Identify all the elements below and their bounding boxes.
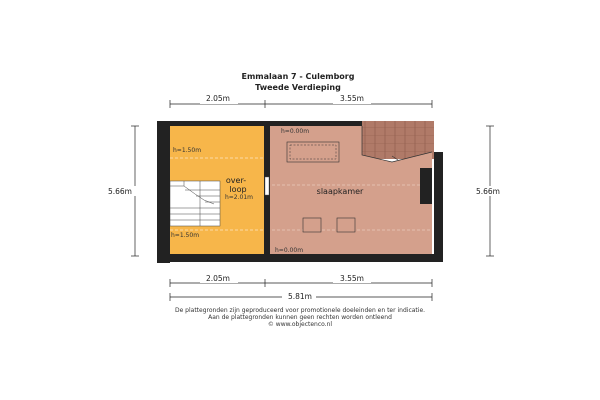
dim-total: 5.81m <box>287 292 313 301</box>
height-slaapkamer-top: h=0.00m <box>281 128 310 135</box>
room-label-overloop-1: over- <box>225 176 247 185</box>
dim-left: 5.66m <box>107 187 133 196</box>
roof-tiles <box>362 121 434 159</box>
plan-title: Emmalaan 7 - Culemborg <box>241 72 355 81</box>
plan-subtitle: Tweede Verdieping <box>255 83 341 92</box>
height-overloop-top: h=1.50m <box>173 147 202 154</box>
total-dimension <box>170 291 432 301</box>
right-dimension <box>475 126 505 256</box>
bottom-dimension <box>170 273 432 287</box>
left-dimension <box>108 126 150 256</box>
dim-bottom-right: 3.55m <box>339 274 365 283</box>
dim-top-right: 3.55m <box>339 94 365 103</box>
skylight-top <box>287 142 339 162</box>
top-dimension <box>170 94 432 108</box>
staircase <box>170 181 220 226</box>
footer-line-2: Aan de plattegronden kunnen geen rechten worden ontleend <box>208 314 392 321</box>
dim-right: 5.66m <box>475 187 501 196</box>
room-label-overloop-2: loop <box>229 185 247 194</box>
height-slaapkamer-bottom: h=0.00m <box>275 247 304 254</box>
height-overloop-bottom: h=1.50m <box>171 232 200 239</box>
footer-line-1: De plattegronden zijn geproduceerd voor promotionele doeleinden en ter indicatie. <box>174 307 426 314</box>
room-label-slaapkamer: slaapkamer <box>316 187 364 196</box>
dim-top-left: 2.05m <box>205 94 231 103</box>
dim-bottom-left: 2.05m <box>205 274 231 283</box>
door <box>265 177 269 195</box>
room-height-overloop: h=2.01m <box>224 194 254 201</box>
footer-line-3: © www.objectenco.nl <box>267 321 333 328</box>
